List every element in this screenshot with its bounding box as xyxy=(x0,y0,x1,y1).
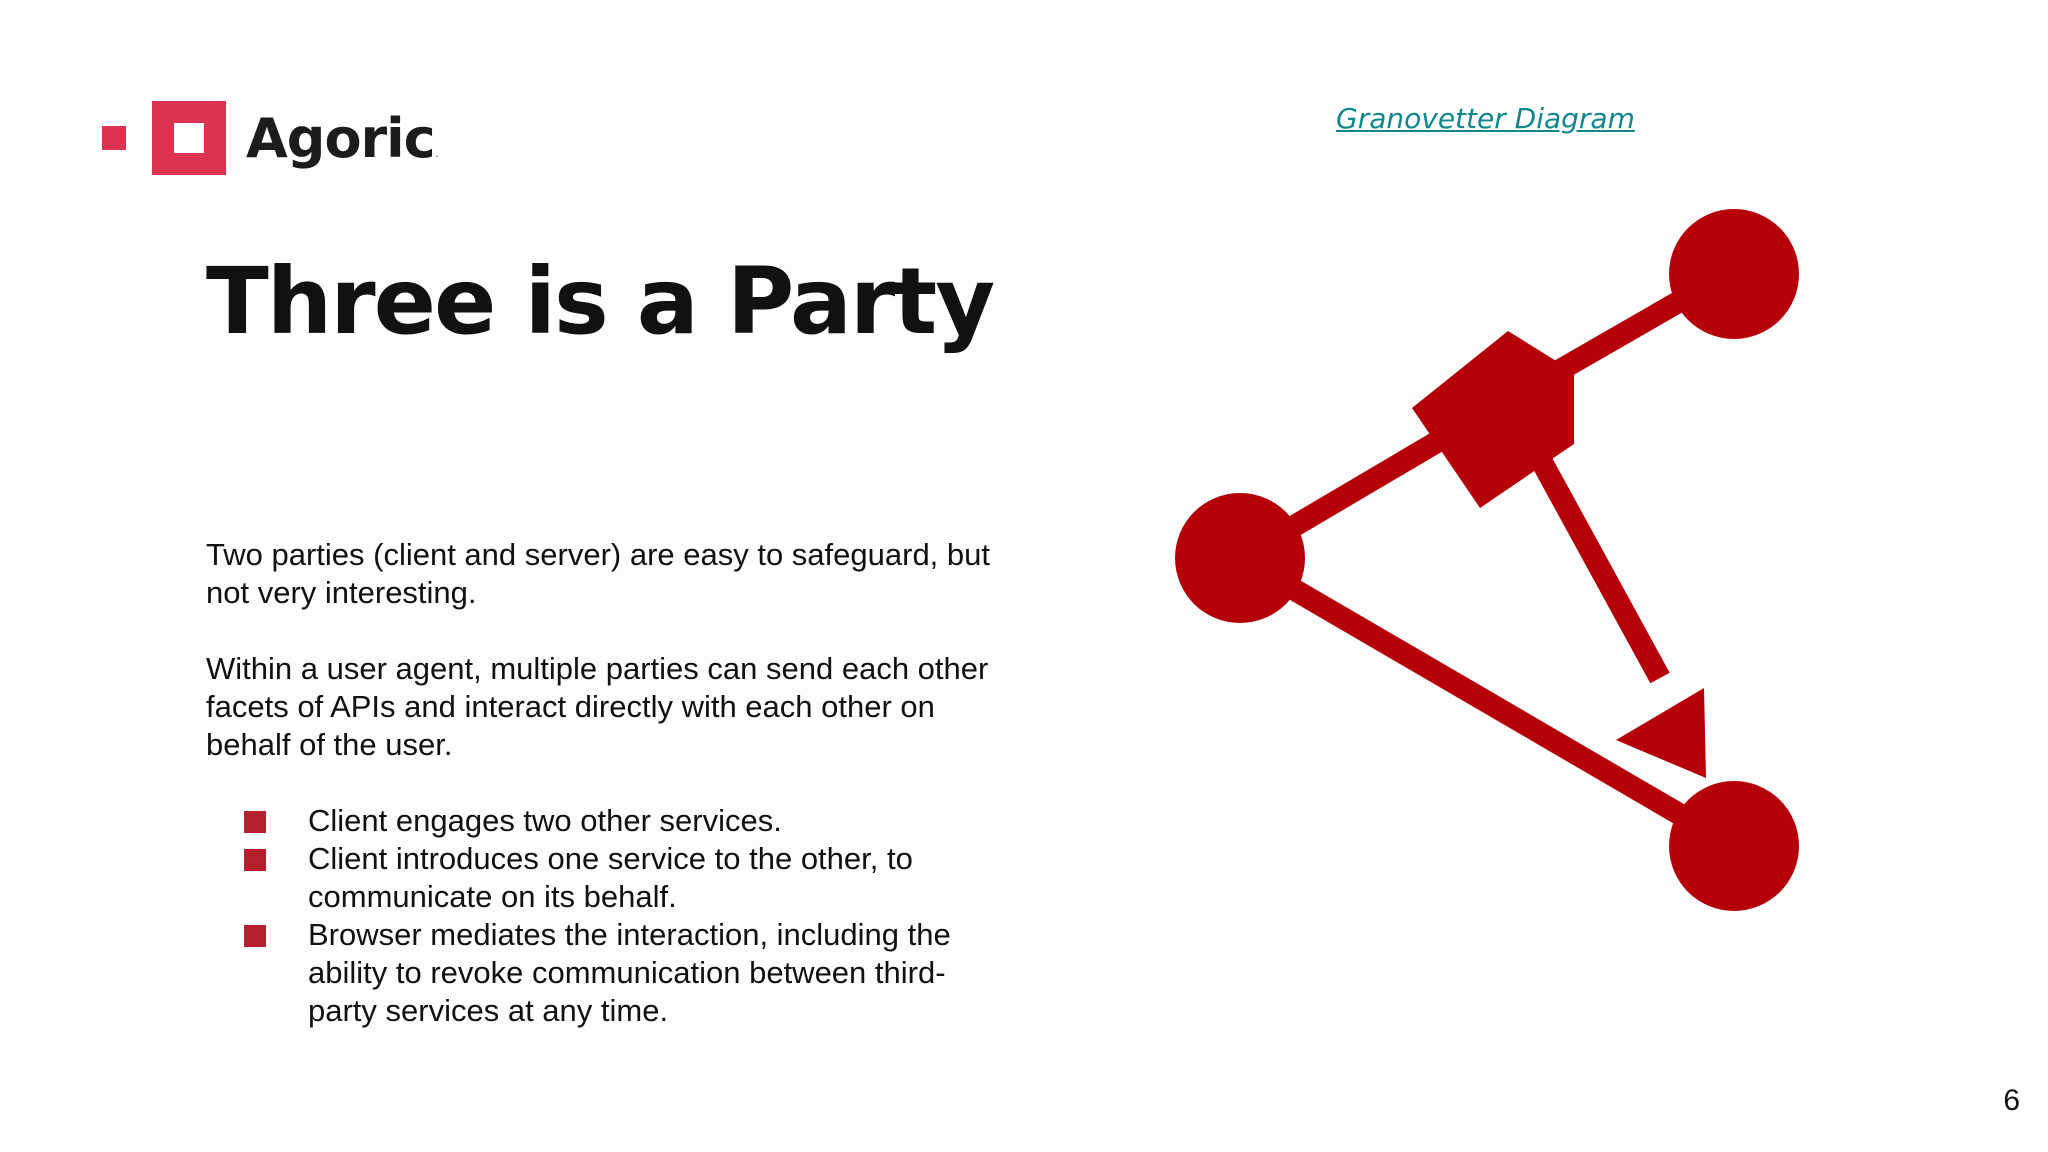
slide-title: Three is a Party xyxy=(206,248,994,355)
bullet-item xyxy=(206,840,1006,916)
agoric-logo xyxy=(102,100,438,176)
slide-body xyxy=(206,536,1006,1030)
bullet-square-icon xyxy=(244,925,266,947)
bullet-square-icon xyxy=(244,849,266,871)
logo-wordmark: Agoric xyxy=(246,106,435,170)
logo-square-icon xyxy=(152,101,226,175)
bullet-text: Client engages two other services. xyxy=(308,803,782,838)
bullet-square-icon xyxy=(244,811,266,833)
bullet-text: Client introduces one service to the other, to communicate on its behalf. xyxy=(308,841,913,914)
top-right-node xyxy=(1669,209,1799,339)
arrowhead xyxy=(1616,688,1706,778)
bullet-text: Browser mediates the interaction, including the ability to revoke communication between third-party services at any time. xyxy=(308,917,951,1028)
bullet-list xyxy=(206,802,1006,1030)
paragraph-two-parties: Two parties (client and server) are easy to safeguard, but not very interesting. xyxy=(206,537,991,610)
logo-dot-icon xyxy=(102,126,126,150)
left-node xyxy=(1175,493,1305,623)
granovetter-diagram xyxy=(1168,200,1820,920)
bottom-right-node xyxy=(1669,781,1799,911)
paragraph-user-agent: Within a user agent, multiple parties can send each other facets of APIs and interact directly with each other on behalf of the user. xyxy=(206,651,989,762)
logo-trademark: . xyxy=(435,149,439,160)
bullet-item xyxy=(206,802,1006,840)
granovetter-diagram-link[interactable]: Granovetter Diagram xyxy=(1336,102,1635,135)
edge-left-to-bottom-right xyxy=(1240,558,1734,846)
bullet-item xyxy=(206,916,1006,1030)
page-number: 6 xyxy=(2003,1084,2020,1117)
